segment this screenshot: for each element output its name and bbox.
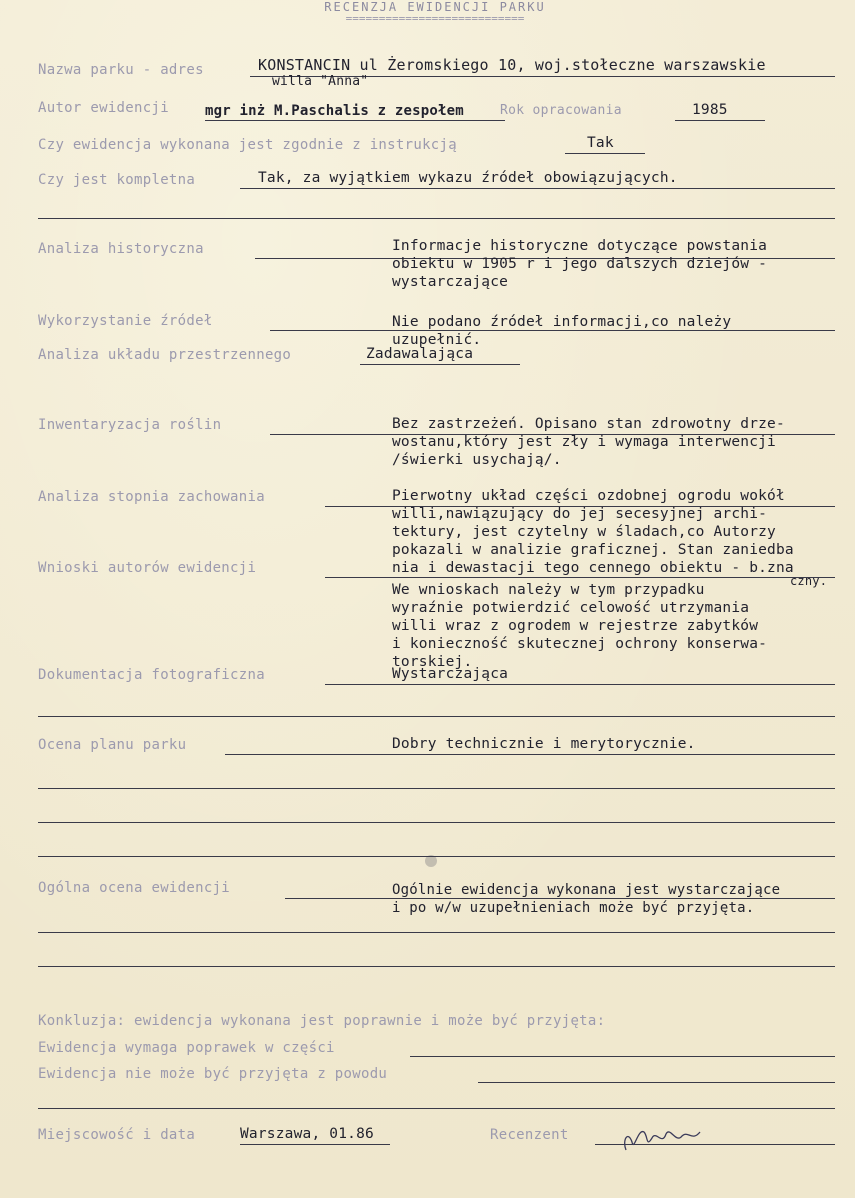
reviewer-label: Recenzent [490, 1127, 569, 1143]
blank-line-2 [38, 716, 835, 717]
preservation-value-5: nia i dewastacji tego cennego obiektu - b.zna [392, 560, 794, 576]
history-value-1: Informacje historyczne dotyczące powstania [392, 238, 768, 254]
overall-value-2: i po w/w uzupełnieniach może być przyjęta. [392, 900, 755, 916]
place-date-line [240, 1144, 390, 1145]
blank-line-5 [38, 856, 835, 857]
plan-label: Ocena planu parku [38, 737, 187, 753]
reviewer-signature [618, 1122, 708, 1156]
plants-label: Inwentaryzacja roślin [38, 417, 222, 433]
overall-value-1: Ogólnie ewidencja wykonana jest wystarczające [392, 882, 781, 898]
blank-line-3 [38, 788, 835, 789]
conclusion-line-3: Ewidencja nie może być przyjęta z powodu [38, 1066, 388, 1082]
plants-value-2: wostanu,który jest zły i wymaga interwencji [392, 434, 776, 450]
year-label: Rok opracowania [500, 103, 622, 118]
history-value-2: obiektu w 1905 r i jego dalszych dziejów - [392, 256, 768, 272]
sources-label: Wykorzystanie źródeł [38, 313, 213, 329]
overall-label: Ogólna ocena ewidencji [38, 880, 231, 896]
instruction-label: Czy ewidencja wykonana jest zgodnie z instrukcją [38, 137, 457, 153]
photo-label: Dokumentacja fotograficzna [38, 667, 265, 683]
conclusions-label: Wnioski autorów ewidencji [38, 560, 257, 576]
conclusions-value-1: We wnioskach należy w tym przypadku [392, 582, 705, 598]
layout-label: Analiza układu przestrzennego [38, 347, 292, 363]
year-line [675, 120, 765, 121]
conclusions-line [325, 577, 835, 578]
preservation-value-6: czny. [790, 574, 828, 588]
sources-value-1: Nie podano źródeł informacji,co należy [392, 314, 732, 330]
preservation-value-4: pokazali w analizie graficznej. Stan zaniedba [392, 542, 794, 558]
photo-line [325, 684, 835, 685]
document-header [285, 0, 585, 24]
author-label: Autor ewidencji [38, 100, 169, 116]
blank-line-7 [38, 966, 835, 967]
conclusions-value-5: torskiej. [392, 654, 473, 670]
history-label: Analiza historyczna [38, 241, 204, 257]
ink-smudge [425, 855, 437, 867]
author-line [205, 120, 505, 121]
blank-line-6 [38, 932, 835, 933]
complete-label: Czy jest kompletna [38, 172, 196, 188]
park-name-label: Nazwa parku - adres [38, 62, 204, 78]
sources-value-2: uzupełnić. [392, 332, 482, 348]
plants-value-1: Bez zastrzeżeń. Opisano stan zdrowotny drze- [392, 416, 785, 432]
preservation-value-2: willi,nawiązujący do jej secesyjnej archi- [392, 506, 768, 522]
place-date-value: Warszawa, 01.86 [240, 1126, 374, 1142]
conclusion-line-3-fill [478, 1082, 835, 1083]
history-value-3: wystarczające [392, 274, 509, 290]
conclusions-value-2: wyraźnie potwierdzić celowość utrzymania [392, 600, 750, 616]
preservation-label: Analiza stopnia zachowania [38, 489, 265, 505]
author-value: mgr inż M.Paschalis z zespołem [205, 103, 464, 119]
park-name-value-line2: willa "Anna" [272, 74, 369, 89]
blank-line-1 [38, 218, 835, 219]
park-name-value-line1: KONSTANCIN ul Żeromskiego 10, woj.stołeczne warszawskie [258, 56, 766, 74]
year-value: 1985 [692, 102, 728, 118]
plants-value-3: /świerki usychają/. [392, 452, 562, 468]
conclusions-value-4: i konieczność skutecznej ochrony konserwa- [392, 636, 768, 652]
blank-line-4 [38, 822, 835, 823]
layout-value: Zadawalająca [366, 346, 474, 362]
instruction-value: Tak [587, 135, 614, 151]
title-underline: =========================== [345, 12, 525, 25]
sources-line [270, 330, 835, 331]
overall-line [285, 898, 835, 899]
conclusions-value-3: willi wraz z ogrodem w rejestrze zabytków [392, 618, 759, 634]
preservation-value-3: tektury, jest czytelny w śladach,co Autorzy [392, 524, 776, 540]
conclusion-line-1: Konkluzja: ewidencja wykonana jest poprawnie i może być przyjęta: [38, 1013, 606, 1029]
plan-line [225, 754, 835, 755]
conclusion-line-2: Ewidencja wymaga poprawek w części [38, 1040, 335, 1056]
document-title: RECENZJA EWIDENCJI PARKU [324, 0, 546, 14]
conclusion-line-2-fill [410, 1056, 835, 1057]
complete-value: Tak, za wyjątkiem wykazu źródeł obowiązujących. [258, 170, 678, 186]
blank-line-8 [38, 1108, 835, 1109]
photo-value: Wystarczająca [392, 666, 509, 682]
place-date-label: Miejscowość i data [38, 1127, 196, 1143]
instruction-line [565, 153, 645, 154]
complete-line [240, 188, 835, 189]
layout-line [360, 364, 520, 365]
preservation-value-1: Pierwotny układ części ozdobnej ogrodu wokół [392, 488, 785, 504]
plan-value: Dobry technicznie i merytorycznie. [392, 736, 696, 752]
